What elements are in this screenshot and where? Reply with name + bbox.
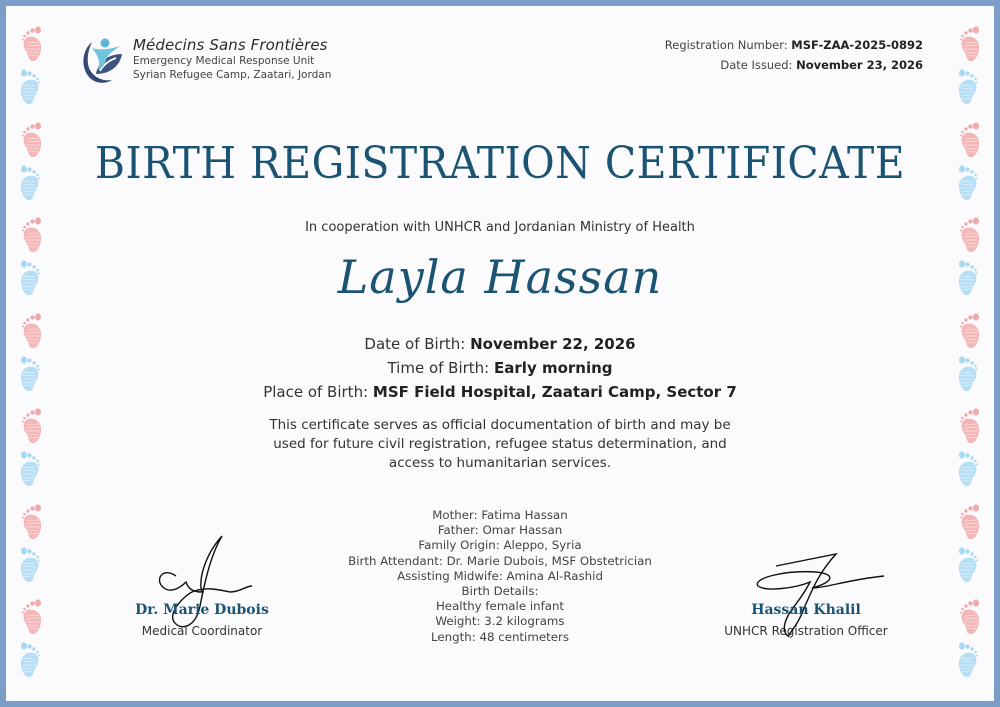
fact-label: Date of Birth: xyxy=(364,335,466,353)
registration-number-label: Registration Number: xyxy=(664,38,788,52)
detail-line: Weight: 3.2 kilograms xyxy=(435,614,565,629)
pink-footprint-icon xyxy=(14,501,48,541)
signatory-role: UNHCR Registration Officer xyxy=(724,624,888,638)
organization-block xyxy=(133,36,331,82)
certificate-title: BIRTH REGISTRATION CERTIFICATE xyxy=(94,138,906,189)
msf-logo-icon xyxy=(78,34,126,86)
detail-line: Length: 48 centimeters xyxy=(431,629,569,644)
fact-value: MSF Field Hospital, Zaatari Camp, Sector 7 xyxy=(372,383,737,401)
detail-line: Father: Omar Hassan xyxy=(437,523,563,538)
fact-value: November 22, 2026 xyxy=(470,335,636,353)
blue-footprint-icon xyxy=(14,448,48,488)
pink-footprint-icon xyxy=(14,23,48,63)
signatory-name: Dr. Marie Dubois xyxy=(135,602,269,618)
detail-line: Birth Details: xyxy=(461,584,539,599)
signatory-role: Medical Coordinator xyxy=(141,624,263,638)
blue-footprint-icon xyxy=(952,544,986,584)
date-issued-label: Date Issued: xyxy=(720,58,793,72)
registration-number-value: MSF-ZAA-2025-0892 xyxy=(791,38,923,52)
blue-footprint-icon xyxy=(14,639,48,679)
date-issued-value: November 23, 2026 xyxy=(796,58,923,72)
detail-line: Healthy female infant xyxy=(435,599,565,614)
child-name: Layla Hassan xyxy=(337,250,663,304)
pink-footprint-icon xyxy=(14,405,48,445)
time-of-birth-row xyxy=(6,356,994,380)
detail-line: Assisting Midwife: Amina Al-Rashid xyxy=(397,568,603,583)
registration-meta xyxy=(665,35,923,75)
detail-line: Birth Attendant: Dr. Marie Dubois, MSF Obstetrician xyxy=(348,553,652,568)
organization-name: Médecins Sans Frontières xyxy=(133,36,328,54)
blue-footprint-icon xyxy=(952,66,986,106)
pink-footprint-icon xyxy=(952,596,986,636)
blue-footprint-icon xyxy=(952,448,986,488)
organization-location: Syrian Refugee Camp, Zaatari, Jordan xyxy=(133,69,332,81)
certificate-statement: This certificate serves as official documentation of birth and may be used for future civil registration, refugee status determination, and access to humanitarian services. xyxy=(269,417,731,471)
blue-footprint-icon xyxy=(14,544,48,584)
signatory-name: Hassan Khalil xyxy=(751,602,861,618)
fact-label: Place of Birth: xyxy=(263,383,369,401)
cooperation-line: In cooperation with UNHCR and Jordanian Ministry of Health xyxy=(305,220,695,235)
registration-number-row xyxy=(665,35,923,55)
fact-value: Early morning xyxy=(494,359,613,377)
pink-footprint-icon xyxy=(952,405,986,445)
pink-footprint-icon xyxy=(14,596,48,636)
birth-facts xyxy=(6,332,994,404)
organization-unit: Emergency Medical Response Unit xyxy=(133,55,315,67)
detail-line: Family Origin: Aleppo, Syria xyxy=(418,538,582,553)
blue-footprint-icon xyxy=(952,639,986,679)
signature-block-registration-officer xyxy=(696,546,916,638)
signature-scribble-icon xyxy=(102,526,302,636)
signature-scribble-icon xyxy=(696,546,916,646)
detail-line: Mother: Fatima Hassan xyxy=(432,508,568,522)
family-birth-details xyxy=(306,508,694,645)
blue-footprint-icon xyxy=(14,66,48,106)
date-issued-row xyxy=(665,55,923,75)
pink-footprint-icon xyxy=(952,501,986,541)
pink-footprint-icon xyxy=(952,23,986,63)
certificate-page xyxy=(6,6,994,701)
signature-block-medical-coordinator xyxy=(102,526,302,638)
date-of-birth-row xyxy=(6,332,994,356)
place-of-birth-row xyxy=(6,380,994,404)
fact-label: Time of Birth: xyxy=(387,359,490,377)
